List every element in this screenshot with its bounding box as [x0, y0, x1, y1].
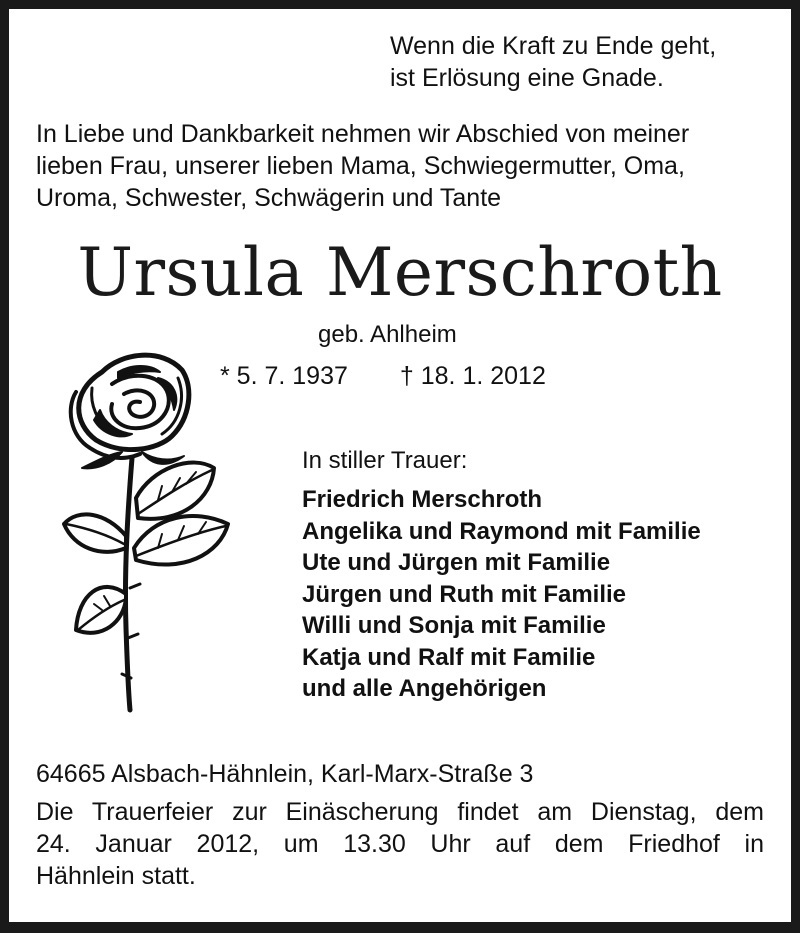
life-dates	[220, 360, 546, 392]
intro-line: In Liebe und Dankbarkeit nehmen wir Abschied von meiner	[36, 120, 690, 148]
mourner-list	[302, 484, 701, 705]
mourner-item: Jürgen und Ruth mit Familie	[302, 580, 627, 608]
rose-icon	[62, 348, 237, 718]
intro-line: Uroma, Schwester, Schwägerin und Tante	[36, 184, 502, 212]
funeral-info	[36, 796, 764, 892]
maiden-name: geb. Ahlheim	[318, 321, 457, 348]
motto-line: ist Erlösung eine Gnade.	[390, 64, 664, 92]
mourner-item: Willi und Sonja mit Familie	[302, 612, 606, 639]
intro-text	[36, 118, 772, 214]
funeral-line: 24. Januar 2012, um 13.30 Uhr auf dem Friedhof in	[36, 830, 764, 858]
motto	[390, 30, 716, 94]
funeral-line: Hähnlein statt.	[36, 862, 196, 890]
family-address: 64665 Alsbach-Hähnlein, Karl-Marx-Straße 3	[36, 760, 534, 788]
funeral-line: Die Trauerfeier zur Einäscherung findet am Dienstag, dem	[36, 798, 764, 826]
mourner-item: Katja und Ralf mit Familie	[302, 643, 596, 671]
motto-line: Wenn die Kraft zu Ende geht,	[390, 32, 717, 60]
birth-date: * 5. 7. 1937	[220, 362, 348, 390]
mourner-item: Ute und Jürgen mit Familie	[302, 549, 611, 576]
mourner-item: Friedrich Merschroth	[302, 486, 543, 513]
intro-line: lieben Frau, unserer lieben Mama, Schwiegermutter, Oma,	[36, 152, 685, 180]
deceased-name: Ursula Merschroth	[77, 234, 723, 311]
mourner-item: und alle Angehörigen	[302, 675, 547, 702]
mourning-label: In stiller Trauer:	[302, 447, 468, 474]
mourner-item: Angelika und Raymond mit Familie	[302, 517, 701, 545]
death-date: † 18. 1. 2012	[399, 362, 546, 390]
